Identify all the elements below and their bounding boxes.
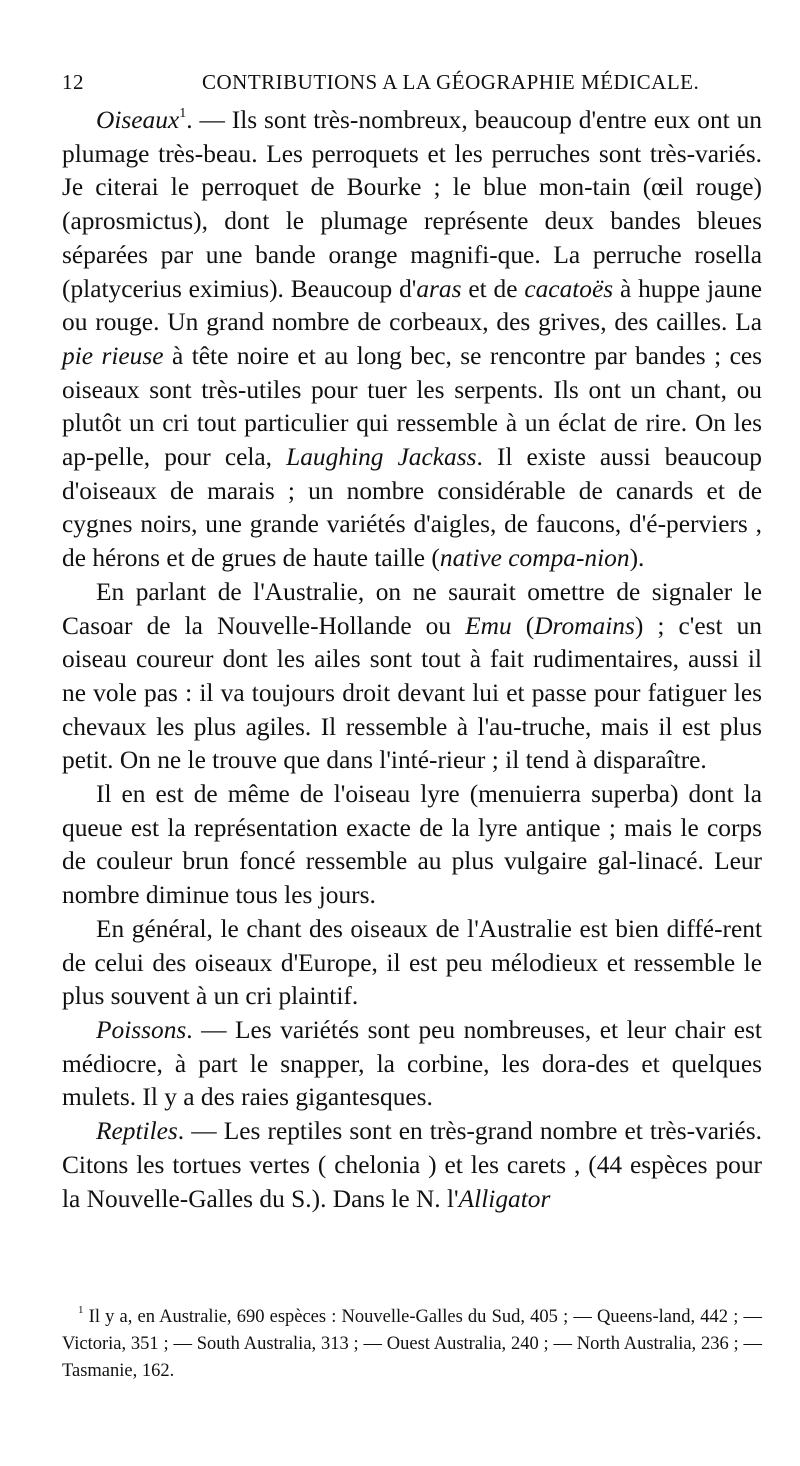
- italic-run: aras: [416, 274, 462, 303]
- italic-run: Oiseaux: [96, 106, 180, 134]
- text-run: (: [511, 611, 535, 640]
- text-run: . — Les reptiles sont en très-grand nombre et très-variés. Citons les tortues vertes ( chelonia ) et les carets , (44 espèces pour la Nouvelle-Galles du S.). Dans le N. l': [62, 1117, 762, 1213]
- italic-run: Laughing Jackass: [286, 443, 477, 472]
- footnote-marker: 1: [78, 1304, 84, 1317]
- text-run: ).: [629, 544, 645, 573]
- text-run: à tête noire et au long bec, se rencontre par bandes ; ces oiseaux sont très-utiles pour tuer les serpents. Ils ont un chant, ou plutôt un cri tout particulier qui ressemble à un éclat de rire. On les ap-pelle, pour cela,: [62, 341, 762, 472]
- italic-run: pie rieuse: [62, 341, 164, 370]
- italic-run: Alligator: [458, 1184, 551, 1213]
- main-text: [62, 104, 762, 1216]
- italic-run: native compa-nion: [439, 544, 630, 573]
- text-run: ) ; c'est un oiseau coureur dont les ailes sont tout à fait rudimentaires, aussi il ne vole pas : il va toujours droit devant lui et passe pour fatiguer les chevaux les plus agiles. Il ressemble à l'au-truche, mais il est plus petit. On ne le trouve que dans l'inté-rieur ; il tend à disparaître.: [62, 611, 762, 775]
- paragraph-fish: [62, 1014, 762, 1115]
- paragraph-bird-song: [62, 913, 762, 1014]
- text-run: Il y a, en Australie, 690 espèces : Nouvelle-Galles du Sud, 405 ; — Queens-land, 442 ; — Victoria, 351 ; — South Australia, 313 ; — Ouest Australia, 240 ; — North Australia, 236 ; — Tasmanie, 162.: [62, 1307, 762, 1381]
- running-title: CONTRIBUTIONS A LA GÉOGRAPHIE MÉDICALE.: [202, 70, 700, 94]
- text-run: En général, le chant des oiseaux de l'Australie est bien diffé-rent de celui des oiseaux d'Europe, il est peu mélodieux et ressemble le plus souvent à un cri plaintif.: [62, 914, 762, 1011]
- italic-run: Reptiles: [96, 1117, 178, 1146]
- italic-run: Poissons: [96, 1015, 187, 1044]
- text-run: Il en est de même de l'oiseau lyre (menuierra superba) dont la queue est la représentation exacte de la lyre antique ; mais le corps de couleur brun foncé ressemble au plus vulgaire gal-linacé. Leur nombre diminue tous les jours.: [62, 780, 762, 910]
- italic-run: cacatoës: [524, 274, 614, 303]
- italic-run: Emu: [465, 611, 512, 640]
- paragraph-emu: [62, 576, 762, 778]
- paragraph-lyrebird: [62, 778, 762, 913]
- running-header: [62, 70, 762, 100]
- italic-run: Dromains: [534, 611, 635, 640]
- paragraph-reptiles: [62, 1115, 762, 1216]
- text-run: à huppe jaune ou rouge. Un grand nombre de corbeaux, des grives, des cailles. La: [62, 274, 762, 337]
- footnotes: [62, 1304, 762, 1385]
- text-run: et de: [461, 274, 525, 303]
- paragraph-birds: [62, 104, 762, 576]
- footnote-1: [62, 1304, 762, 1385]
- footnote-marker: 1: [179, 105, 187, 121]
- text-run: En parlant de l'Australie, on ne saurait omettre de signaler le Casoar de la Nouvelle-Hollande ou: [62, 577, 762, 640]
- text-run: . Il existe aussi beaucoup d'oiseaux de marais ; un nombre considérable de canards et de cygnes noirs, une grande variétés d'aigles, de faucons, d'é-perviers , de hérons et de grues de haute taille (: [62, 443, 762, 573]
- page-number: 12: [62, 70, 84, 94]
- text-run: . — Ils sont très-nombreux, beaucoup d'entre eux ont un plumage très-beau. Les perroquets et les perruches sont très-variés. Je citerai le perroquet de Bourke ; le blue mon-tain (œil rouge) (aprosmictus), dont le plumage représente deux bandes bleues séparées par une bande orange magnifi-que. La perruche rosella (platycerius eximius). Beaucoup d': [62, 106, 762, 303]
- text-run: . — Les variétés sont peu nombreuses, et leur chair est médiocre, à part le snapper, la corbine, les dora-des et quelques mulets. Il y a des raies gigantesques.: [62, 1015, 762, 1112]
